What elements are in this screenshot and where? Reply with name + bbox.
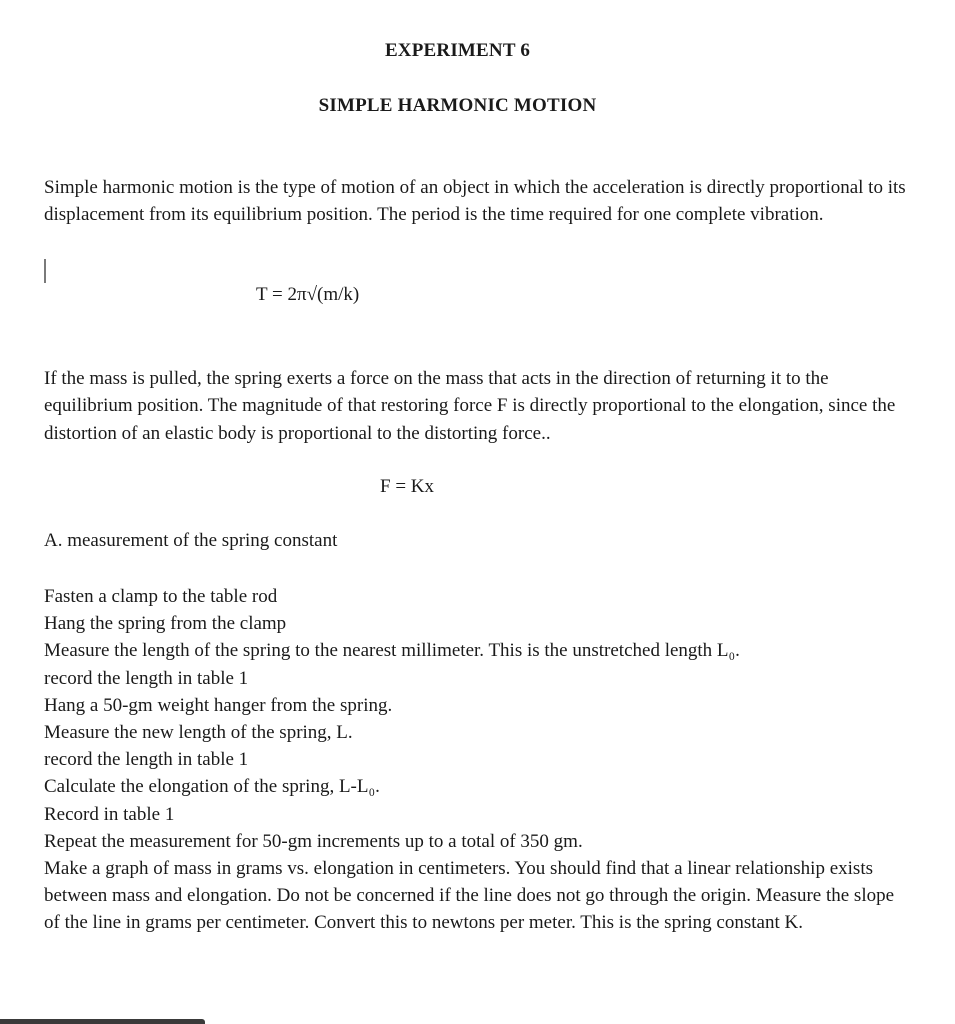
- procedure-step: Repeat the measurement for 50-gm increments up to a total of 350 gm.: [44, 830, 583, 852]
- section-heading: A. measurement of the spring constant: [44, 530, 338, 551]
- procedure-step: Fasten a clamp to the table rod: [44, 586, 278, 607]
- procedure-step: record the length in table 1: [44, 667, 249, 689]
- procedure-step: Calculate the elongation of the spring, L-L₀.: [44, 776, 380, 798]
- procedure-step: Hang a 50-gm weight hanger from the spring.: [44, 694, 393, 716]
- procedure-step: Hang the spring from the clamp: [44, 613, 287, 635]
- procedure-step: Measure the new length of the spring, L.: [44, 722, 353, 744]
- intro-paragraph: Simple harmonic motion is the type of motion of an object in which the acceleration is directly proportional to its displacement from its equilibrium position. The period is the time required for one complete vibration.: [44, 177, 906, 226]
- text-cursor: [44, 259, 46, 283]
- scroll-indicator[interactable]: [0, 1019, 205, 1024]
- experiment-title: EXPERIMENT 6: [384, 40, 531, 61]
- procedure-step: Record in table 1: [44, 803, 175, 825]
- topic-title: SIMPLE HARMONIC MOTION: [318, 95, 597, 116]
- force-paragraph: If the mass is pulled, the spring exerts a force on the mass that acts in the direction of returning it to the equilibrium position. The magnitude of that restoring force F is directly proportional to the elongation, since the distortion of an elastic body is proportional to the distorting force..: [44, 368, 896, 444]
- procedure-step: Measure the length of the spring to the nearest millimeter. This is the unstretched length L₀.: [44, 640, 740, 662]
- procedure-steps: [44, 583, 914, 937]
- procedure-step: record the length in table 1: [44, 749, 249, 771]
- procedure-step: Make a graph of mass in grams vs. elongation in centimeters. You should find that a linear relationship exists between mass and elongation. Do not be concerned if the line does not go through the origin. Measure the slope of the line in grams per centimeter. Convert this to newtons per meter. This is the spring constant K.: [44, 858, 895, 934]
- hooke-formula: F = Kx: [380, 476, 435, 497]
- period-formula: T = 2π√(m/k): [256, 284, 360, 305]
